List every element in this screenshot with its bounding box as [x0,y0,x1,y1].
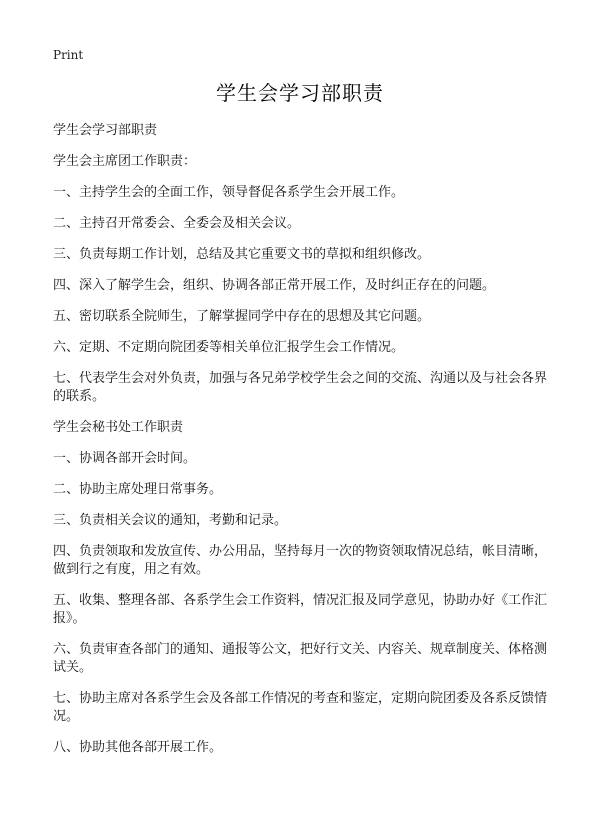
section-heading: 学生会秘书处工作职责 [53,420,184,435]
paragraph: 七、代表学生会对外负责，加强与各兄弟学校学生会之间的交流、沟通以及与社会各界的联系。 [53,371,548,404]
paragraph: 六、负责审查各部门的通知、通报等公文，把好行文关、内容关、规章制度关、体格测试关。 [53,642,548,675]
paragraph: 二、协助主席处理日常事务。 [53,482,223,497]
paragraph: 四、负责领取和发放宣传、办公用品，坚持每月一次的物资领取情况总结，帐目清晰，做到行之有度，用之有效。 [53,544,548,577]
paragraph: 六、定期、不定期向院团委等相关单位汇报学生会工作情况。 [53,340,405,355]
print-label: Print [53,48,84,62]
paragraph: 一、协调各部开会时间。 [53,451,197,466]
section-heading: 学生会主席团工作职责： [53,154,197,169]
paragraph: 七、协助主席对各系学生会及各部工作情况的考查和鉴定，定期向院团委及各系反馈情况。 [53,691,548,724]
paragraph: 五、密切联系全院师生，了解掌握同学中存在的思想及其它问题。 [53,309,431,324]
paragraph: 三、负责每期工作计划，总结及其它重要文书的草拟和组织修改。 [53,247,431,262]
paragraph: 四、深入了解学生会，组织、协调各部正常开展工作，及时纠正存在的问题。 [53,278,496,293]
paragraph: 二、主持召开常委会、全委会及相关会议。 [53,216,301,231]
paragraph: 三、负责相关会议的通知，考勤和记录。 [53,513,288,528]
paragraph: 五、收集、整理各部、各系学生会工作资料，情况汇报及同学意见，协助办好《工作汇报》。 [53,593,548,626]
paragraph: 八、协助其他各部开展工作。 [53,740,223,755]
paragraph: 一、主持学生会的全面工作，领导督促各系学生会开展工作。 [53,185,405,200]
document-body [53,122,553,770]
paragraph: 学生会学习部职责 [53,123,158,138]
document-title: 学生会学习部职责 [216,81,384,105]
